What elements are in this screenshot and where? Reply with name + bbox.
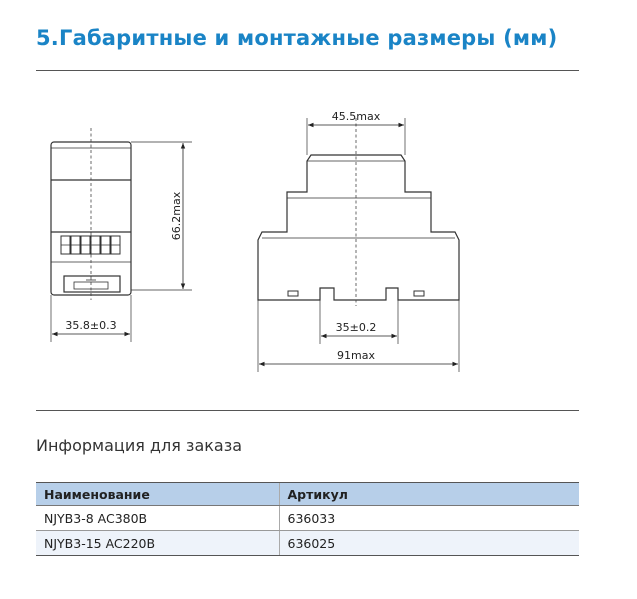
side-view bbox=[258, 155, 459, 300]
side-total-width-label: 91max bbox=[337, 349, 375, 362]
front-width-label: 35.8±0.3 bbox=[65, 319, 117, 332]
column-header-article: Артикул bbox=[279, 483, 579, 506]
side-top-width-label: 45.5max bbox=[331, 110, 381, 123]
front-height-dimension bbox=[131, 142, 192, 290]
front-width-dimension bbox=[51, 295, 131, 342]
side-rail-width-dimension bbox=[320, 300, 398, 344]
ordering-table bbox=[36, 482, 579, 556]
cell-article: 636025 bbox=[279, 531, 579, 556]
front-height-label: 66.2max bbox=[170, 191, 183, 241]
terminal-block bbox=[61, 236, 120, 254]
column-header-name: Наименование bbox=[36, 483, 279, 506]
ordering-title: Информация для заказа bbox=[36, 436, 243, 455]
cell-name: NJYB3-8 AC380B bbox=[36, 506, 279, 531]
cell-name: NJYB3-15 AC220B bbox=[36, 531, 279, 556]
side-view-outline bbox=[258, 155, 459, 300]
middle-divider bbox=[36, 410, 579, 411]
side-rail-width-label: 35±0.2 bbox=[335, 321, 377, 334]
table-header-row bbox=[36, 483, 579, 506]
table-row bbox=[36, 531, 579, 556]
table-row bbox=[36, 506, 579, 531]
section-title: 5.Габаритные и монтажные размеры (мм) bbox=[36, 26, 558, 50]
cell-article: 636033 bbox=[279, 506, 579, 531]
